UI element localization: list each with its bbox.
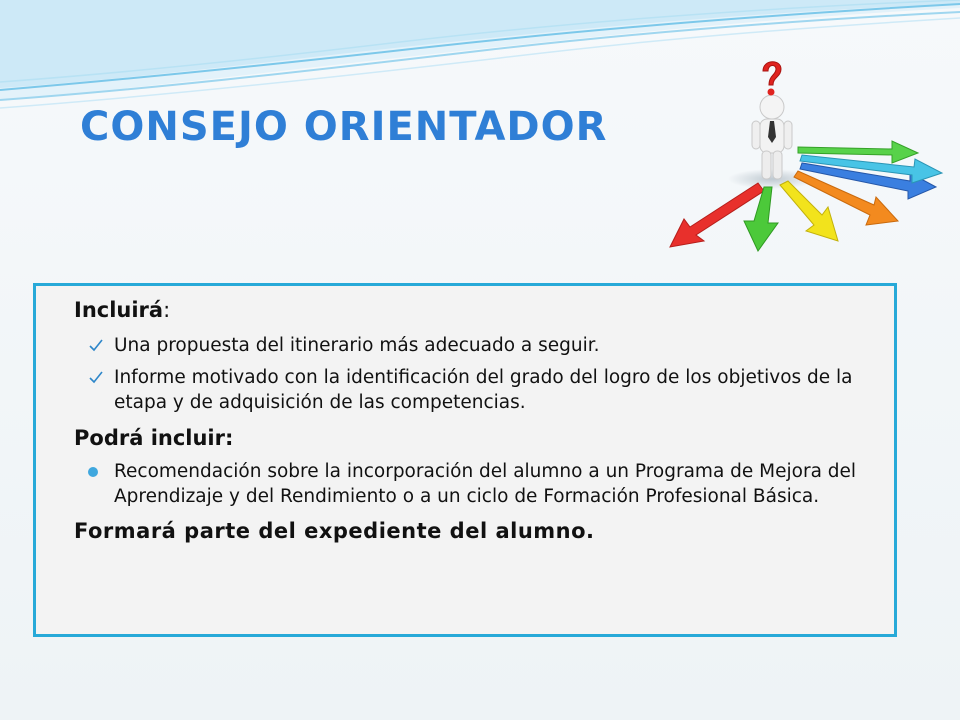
list-item (74, 459, 874, 509)
list-item-text: Una propuesta del itinerario más adecuado a seguir. (114, 335, 600, 356)
section-heading-included: Incluirá: (74, 298, 171, 322)
included-list (74, 333, 874, 415)
section-heading-optional: Podrá incluir: (74, 426, 234, 450)
list-item-text: Recomendación sobre la incorporación del alumno a un Programa de Mejora del Aprendizaje y del Rendimiento o a un ciclo de Formación Profesional Básica. (114, 461, 857, 507)
checkmark-icon (88, 337, 104, 353)
slide-title: CONSEJO ORIENTADOR (80, 104, 608, 150)
optional-list (74, 459, 874, 509)
bullet-dot-icon (88, 467, 98, 477)
person-figure (752, 95, 792, 179)
list-item (74, 333, 874, 358)
content-panel (33, 283, 897, 637)
checkmark-icon (88, 369, 104, 385)
closing-statement: Formará parte del expediente del alumno. (74, 519, 595, 543)
question-mark-icon (763, 62, 781, 96)
red-arrow-icon (670, 183, 764, 247)
list-item-text: Informe motivado con la identificación del grado del logro de los objetivos de la etapa y de adquisición de las competencias. (114, 367, 853, 413)
list-item (74, 365, 874, 415)
person-question-arrows-illustration (660, 55, 950, 255)
